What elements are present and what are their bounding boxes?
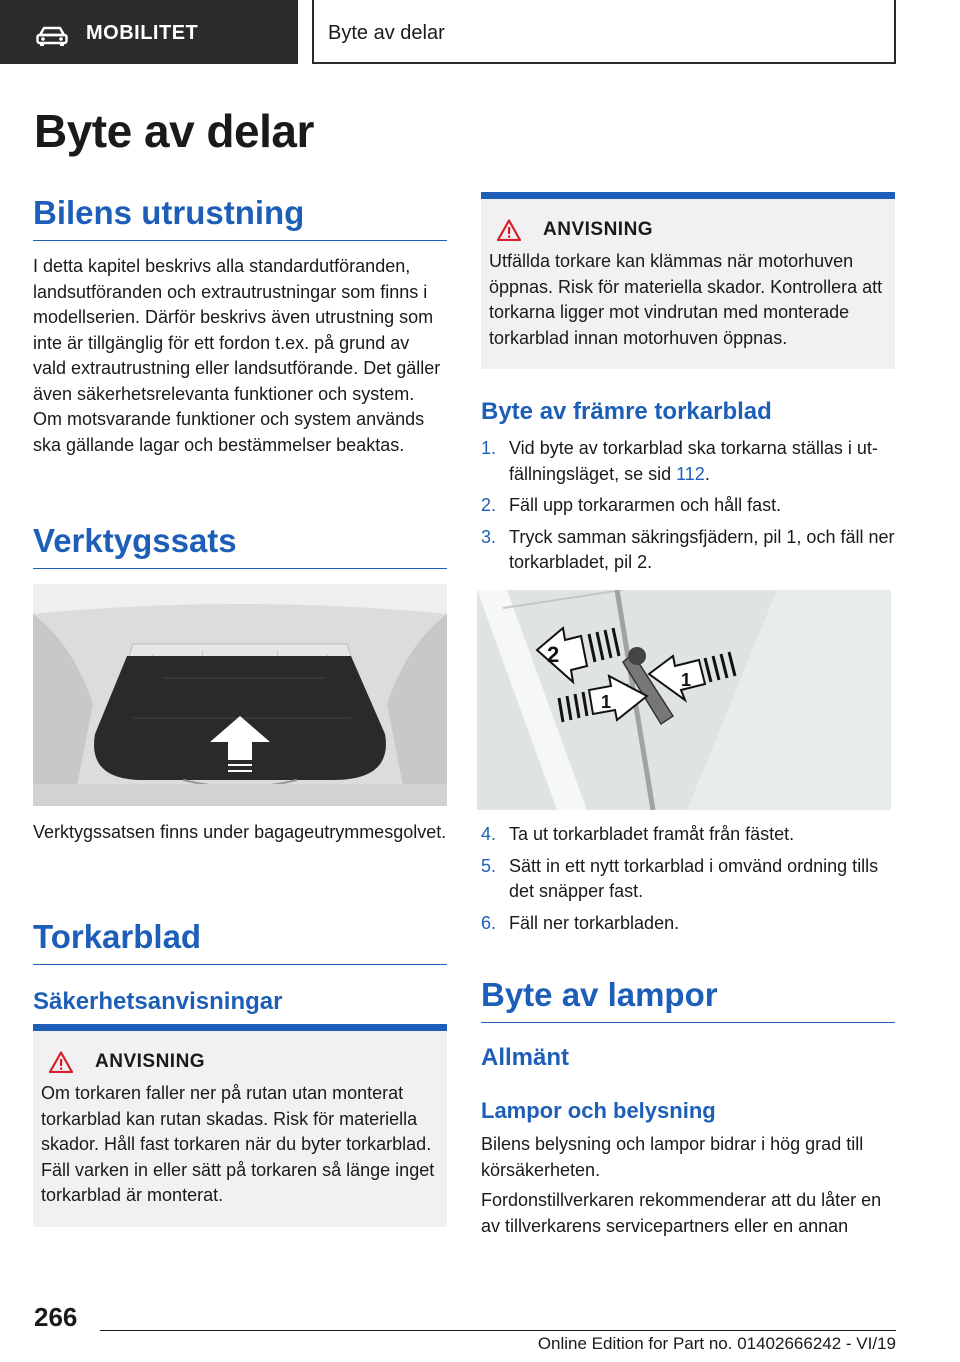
page-number: 266 <box>34 1302 78 1332</box>
heading-sakerhetsanvisningar: Säkerhetsanvisningar <box>33 988 283 1015</box>
step-item <box>481 822 895 848</box>
lampor-paragraph-2: Fordonstillverkaren rekommenderar att du låter en av tillverkarens servicepartners eller en annan <box>481 1190 882 1236</box>
car-icon <box>36 26 68 46</box>
svg-text:1: 1 <box>681 670 692 690</box>
step-number: 6. <box>481 912 497 933</box>
step-item <box>481 854 895 905</box>
notice-wiper-left <box>33 1024 447 1227</box>
heading-front-wiper: Byte av främre torkarblad <box>481 398 772 425</box>
warning-icon <box>497 219 521 241</box>
step-text: Fäll ner torkarbladen. <box>509 912 680 933</box>
notice-header <box>497 219 885 241</box>
step-item <box>481 493 895 519</box>
trunk-image <box>33 584 447 806</box>
page-title: Byte av delar <box>34 105 314 157</box>
notice-text: Om torkaren faller ner på rutan utan monterat torkarblad kan rutan skadas. Risk för materiella skador. Håll fast torkaren när du byter torkarblad. Fäll varken in eller sätt på torkaren så länge inget torkarblad är monterat. <box>41 1083 435 1205</box>
verktyg-caption: Verktygssatsen finns under bagageutrymmesgolvet. <box>33 822 447 842</box>
bilens-paragraph: I detta kapitel beskrivs alla standardutföranden, landsutföranden och extrautrustningar som finns i modellserien. Därför beskrivs även utrustning som inte är tillgänglig för ett fordon t.ex. på grund av vald extrautrustning eller landsutförande. Det gäller även säkerhetsrelevanta funktioner och system. Om motsvarande funktioner och system används ska gällande lagar och bestämmelser beaktas. <box>33 256 441 455</box>
notice-label: ANVISNING <box>543 219 654 240</box>
trunk-illustration <box>33 584 447 806</box>
step-text: Tryck samman säkringsfjädern, pil 1, och fäll ner torkarbladet, pil 2. <box>509 526 895 572</box>
step-item <box>481 911 895 937</box>
lampor-paragraph-1: Bilens belysning och lampor bidrar i hög grad till körsäkerheten. <box>481 1134 864 1180</box>
section-title: MOBILITET <box>86 22 199 44</box>
steps-list-b <box>481 822 895 942</box>
svg-text:2: 2 <box>547 642 560 667</box>
warning-icon <box>49 1051 73 1073</box>
heading-bilens-utrustning: Bilens utrustning <box>33 194 447 241</box>
step-text: Sätt in ett nytt torkarblad i omvänd ordning tills det snäpper fast. <box>509 855 879 901</box>
step-item <box>481 436 895 487</box>
svg-text:1: 1 <box>601 692 612 712</box>
page-reference-link[interactable]: 112 <box>676 463 705 484</box>
heading-torkarblad: Torkarblad <box>33 918 447 965</box>
chapter-tab <box>312 0 896 64</box>
step-number: 5. <box>481 855 497 876</box>
section-tab <box>0 0 298 64</box>
step-text: Fäll upp torkararmen och håll fast. <box>509 495 782 515</box>
notice-header <box>49 1051 437 1073</box>
step-number: 2. <box>481 495 497 515</box>
wiper-illustration <box>477 590 891 810</box>
wiper-image <box>477 590 891 810</box>
heading-byte-av-lampor: Byte av lampor <box>481 976 895 1023</box>
step-number: 4. <box>481 824 497 844</box>
step-number: 1. <box>481 438 497 458</box>
notice-label: ANVISNING <box>95 1051 206 1072</box>
chapter-title: Byte av delar <box>328 22 445 44</box>
heading-lampor-belysning: Lampor och belysning <box>481 1098 716 1123</box>
footer-divider <box>100 1330 896 1331</box>
step-text: Ta ut torkarbladet framåt från fästet. <box>509 824 795 844</box>
footer-edition: Online Edition for Part no. 01402666242 - VI/19 <box>537 1334 896 1353</box>
step-item <box>481 525 895 576</box>
notice-wiper-right <box>481 192 895 369</box>
heading-allmant: Allmänt <box>481 1044 570 1071</box>
step-text: Vid byte av torkarblad ska torkarna ställas i utfällningsläget, se sid 112. <box>509 438 878 484</box>
heading-verktygssats: Verktygssats <box>33 522 447 569</box>
notice-text: Utfällda torkare kan klämmas när motorhuven öppnas. Risk för materiella skador. Kontrollera att torkarna ligger mot vindrutan med monterade torkarblad innan motorhuven öppnas. <box>489 251 883 348</box>
steps-list-a <box>481 436 895 582</box>
step-number: 3. <box>481 526 497 547</box>
